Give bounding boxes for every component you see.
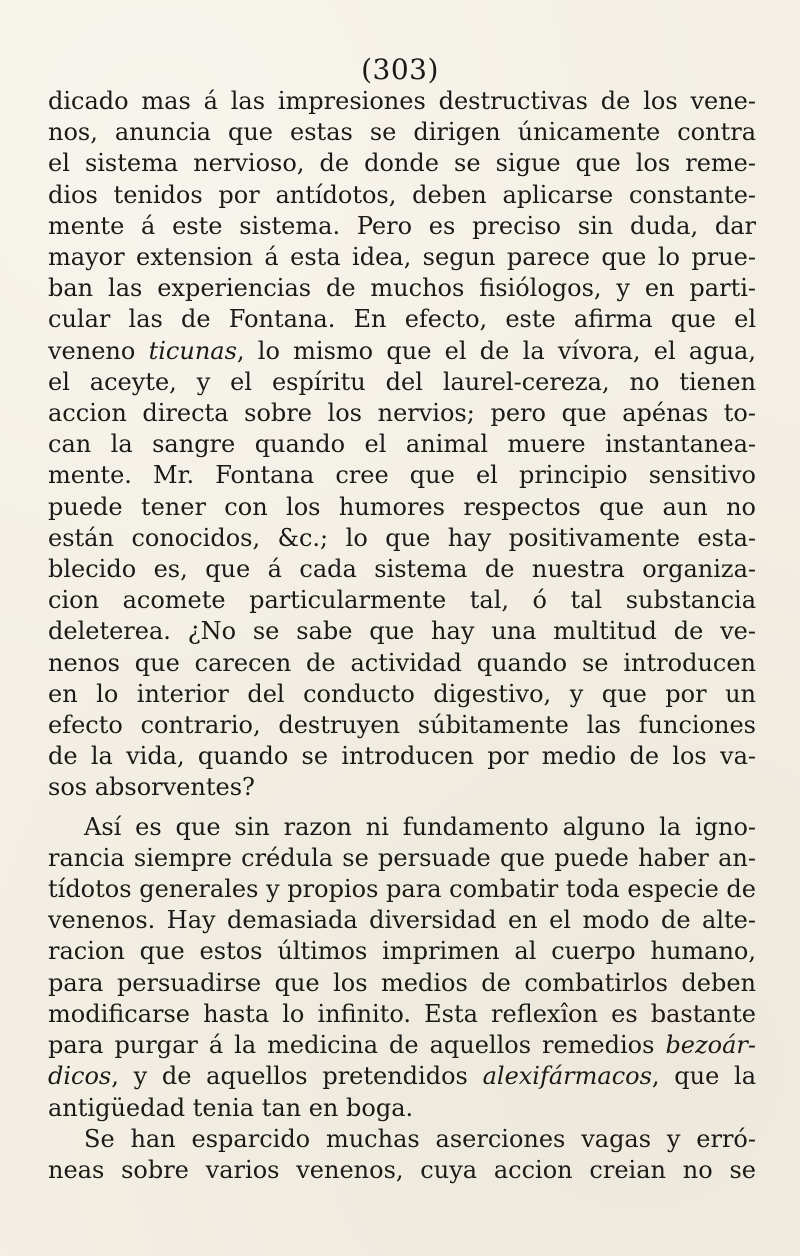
text-line: blecido es, que á cada sistema de nuestra organiza- xyxy=(48,555,756,584)
text-line: can la sangre quando el animal muere instantanea- xyxy=(48,430,756,459)
page-number: (303) xyxy=(361,53,439,86)
paragraph-1 xyxy=(48,86,756,804)
text-line: puede tener con los humores respectos que aun no xyxy=(48,492,756,521)
text-line: dicado mas á las impresiones destructivas de los vene- xyxy=(48,87,756,115)
paragraph-gap xyxy=(48,804,756,812)
text-line: están conocidos, &c.; lo que hay positivamente esta- xyxy=(48,523,756,552)
text-line: de la vida, quando se introducen por medio de los va- xyxy=(48,742,756,771)
text-line: rancia siempre crédula se persuade que puede haber an- xyxy=(48,843,756,872)
text-line: dios tenidos por antídotos, deben aplicarse constante- xyxy=(48,180,756,209)
text-line: venenos. Hay demasiada diversidad en el modo de alte- xyxy=(48,906,756,935)
text-line: el aceyte, y el espíritu del laurel-cereza, no tienen xyxy=(48,367,756,396)
text-line: para purgar á la medicina de aquellos remedios bezoár- xyxy=(48,1031,756,1060)
paragraph-2 xyxy=(48,812,756,1124)
text-line: Así es que sin razon ni fundamento alguno la igno- xyxy=(84,812,756,841)
text-line: cular las de Fontana. En efecto, este afirma que el xyxy=(48,305,756,334)
text-line: accion directa sobre los nervios; pero que apénas to- xyxy=(48,399,756,428)
text-line: mente. Mr. Fontana cree que el principio sensitivo xyxy=(48,461,756,490)
text-line: neas sobre varios venenos, cuya accion creian no se xyxy=(48,1155,756,1184)
text-line: nenos que carecen de actividad quando se introducen xyxy=(48,648,756,677)
text-line: efecto contrario, destruyen súbitamente las funciones xyxy=(48,711,756,740)
text-line: modificarse hasta lo infinito. Esta reflexîon es bastante xyxy=(48,999,756,1028)
body-text xyxy=(48,86,756,1186)
text-line: sos absorventes? xyxy=(48,773,255,802)
paragraph-3 xyxy=(48,1124,756,1186)
text-line: dicos, y de aquellos pretendidos alexifármacos, que la xyxy=(48,1062,756,1091)
italic-term: bezoár- xyxy=(665,1031,756,1060)
text-line: tídotos generales y propios para combatir toda especie de xyxy=(48,875,756,904)
text-line: Se han esparcido muchas aserciones vagas y erró- xyxy=(84,1124,756,1153)
text-line: para persuadirse que los medios de combatirlos deben xyxy=(48,968,756,997)
text-line: mente á este sistema. Pero es preciso sin duda, dar xyxy=(48,211,756,240)
text-line: ban las experiencias de muchos fisiólogos, y en parti- xyxy=(48,274,756,303)
text-line: veneno ticunas, lo mismo que el de la vívora, el agua, xyxy=(48,336,756,365)
text-line: racion que estos últimos imprimen al cuerpo humano, xyxy=(48,937,756,966)
text-line: mayor extension á esta idea, segun parece que lo prue- xyxy=(48,243,756,272)
italic-term: dicos xyxy=(48,1062,112,1091)
italic-term: alexifármacos xyxy=(482,1062,652,1091)
text-line: el sistema nervioso, de donde se sigue que los reme- xyxy=(48,149,756,178)
text-line: antigüedad tenia tan en boga. xyxy=(48,1093,414,1122)
text-line: deleterea. ¿No se sabe que hay una multitud de ve- xyxy=(48,617,756,646)
text-line: nos, anuncia que estas se dirigen únicamente contra xyxy=(48,118,756,147)
text-line: cion acomete particularmente tal, ó tal substancia xyxy=(48,586,756,615)
italic-term: ticunas xyxy=(148,336,237,365)
text-line: en lo interior del conducto digestivo, y que por un xyxy=(48,679,756,708)
